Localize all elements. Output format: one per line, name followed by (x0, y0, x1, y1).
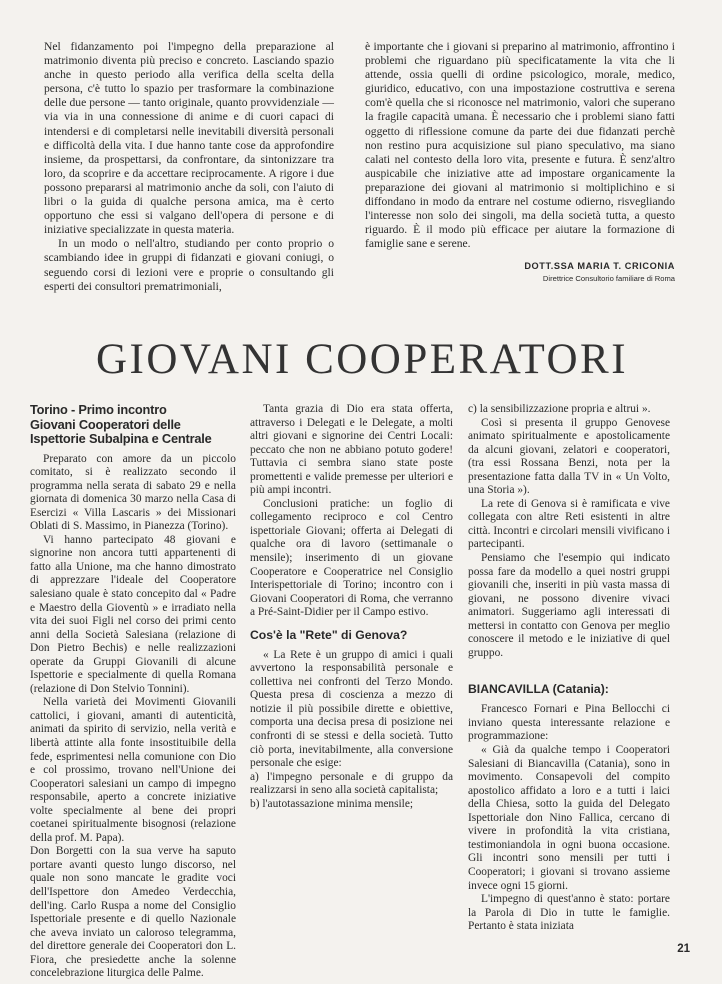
torino-paragraph: Tanta grazia di Dio era stata offerta, attraverso i Delegati e le Delegate, a molti altri giovani e signorine dei Centri Locali: peccato che non ne abbiano potuto godere! Tuttavia ci sembra siano state poste promettenti e valide premesse per ulteriori e più ampi incontri. (250, 403, 453, 497)
section-title: GIOVANI COOPERATORI (95, 336, 629, 383)
rete-paragraph: Pensiamo che l'esempio qui indicato possa fare da modello a quei nostri gruppi giovanili che, inseriti in più vasta massa di giovani, ne possono divenire vivaci animatori. Suggeriamo agli interessati di mettersi in contatto con Genova per meglio conoscere il metodo e le iniziative di quel gruppo. (468, 552, 670, 659)
biancavilla-paragraph: « Già da qualche tempo i Cooperatori Salesiani di Biancavilla (Catania), sono in movimento. Consapevoli del compito apostolico affidato a loro e a tutti i laici della Chiesa, sotto la guida del Delegato Ispettoriale don Nino Fallica, cercano di vivere in profondità la vita cristiana, testimoniandola in ogni buona occasione. Gli incontri sono mensili per tutti i Cooperatori; i giovani si trovano assieme invece ogni 15 giorni. (468, 744, 670, 892)
rete-list-item: a) l'impegno personale e di gruppo da realizzarsi in seno alla società capitalista; (250, 770, 453, 797)
torino-paragraph: Nella varietà dei Movimenti Giovanili cattolici, i giovani, amanti di autenticità, animati da spirito di servizio, nella verità e libertà attinte alla fonte insostituibile della fede, esprimentesi nella comunione con Dio e col prossimo, trovano nell'Unione dei Cooperatori salesiani un campo di impegno responsabile, aperto a concrete iniziative volte specialmente al bene dei propri coetanei spiritualmente bisognosi (relazione della prof. M. Papa). (30, 696, 236, 844)
heading-line: Ispettorie Subalpina e Centrale (30, 431, 212, 446)
heading-line: Giovani Cooperatori delle (30, 416, 181, 432)
torino-paragraph: Don Borgetti con la sua verve ha saputo portare avanti questo lungo discorso, nel quale non sono mancate le gradite voci dell'Ispettore don Amedeo Verdecchia, dell'ing. Carlo Ruspa a nome del Consiglio Ispettoriale presente e di quello Nazionale che aveva inviato un caloroso telegramma, del direttore generale dei Cooperatori don L. Fiora, che presiedette anche la solenne concelebrazione liturgica delle Palme. (30, 845, 236, 980)
spacer (468, 660, 670, 674)
top-paragraph: Nel fidanzamento poi l'impegno della preparazione al matrimonio diventa più preciso e concreto. Lasciando spazio anche in questo periodo alla verifica della scelta della persona, c'è tutto lo spazio per trasformare la combinazione delle due persone — tanto originale, quanto provvidenziale — via via in una connessione di anime e di cuori capaci di intendersi e di completarsi nelle inevitabili diversità personali e difficoltà della vita. I due hanno tante cose da approfondire insieme, da prospettarsi, da confrontare, da sintonizzare tra loro, da scoprire e da accettare reciprocamente. A rigore i due possono prepararsi al matrimonio anche da soli, con l'aiuto di libri o la guida di qualche persona amica, ma è certo opportuno che essi si valgano dell'opera di persone e di iniziative specializzate in questa materia. (44, 40, 334, 237)
signature-name: DOTT.SSA MARIA T. CRICONIA (524, 261, 675, 272)
signature-block (365, 259, 675, 282)
rete-paragraph: Così si presenta il gruppo Genovese animato spiritualmente e apostolicamente da alcuni giovani, zelatori e cooperatori, (tra essi Rossana Benzi, nota per la presentazione fatta dalla TV in « Un Volto, una Storia »). (468, 416, 670, 497)
top-paragraph: è importante che i giovani si preparino al matrimonio, affrontino i problemi che riguardano più specificatamente la vita che li attende, ossia quelli di ordine psicologico, morale, medico, giuridico, educativo, con una impostazione costruttiva e serena com'è quella che si riconosce nel matrimonio, valori che superano la fragile capacità umana. È necessario che i problemi siano fatti oggetto di riflessione comune da parte dei due fidanzati perchè non restino pura acquisizione sul piano speculativo, ma siano calati nel contesto della loro vita, presente e futura. È senz'altro auspicabile che iniziative atte ad impostare organicamente la preparazione dei giovani al matrimonio si moltiplichino e si diffondano in modo da entrare nel costume odierno, risvegliando l'interesse non solo dei singoli, ma della società tutta, a questo riguardo. È il modo più efficace per aiutare la formazione di famiglie sane e serene. (365, 40, 675, 251)
top-paragraph: In un modo o nell'altro, studiando per conto proprio o scambiando idee in gruppi di fidanzati e giovani coniugi, o seguendo corsi di lezioni vere e proprie o consultando gli esperti dei consultori prematrimoniali, (44, 237, 334, 293)
column-2 (250, 403, 453, 811)
rete-list-item: c) la sensibilizzazione propria e altrui ». (468, 403, 651, 415)
top-article-left-column (44, 40, 334, 294)
signature-role: Direttrice Consultorio familiare di Roma (542, 273, 675, 283)
rete-heading: Cos'è la "Rete" di Genova? (250, 627, 408, 642)
heading-line: Torino - Primo incontro (30, 402, 167, 417)
rete-intro: « La Rete è un gruppo di amici i quali avvertono la responsabilità personale e collettiva nei confronti del Terzo Mondo. Questa presa di coscienza a mezzo di notizie il più possibile dirette e obiettive, comporta una decisa presa di posizione nei confronti di se stessi e della società. Tutto ciò porta, inevitabilmente, alla conversione personale che esige: (250, 648, 453, 770)
biancavilla-paragraph: Francesco Fornari e Pina Bellocchi ci inviano questa interessante relazione e programmazione: (468, 703, 670, 743)
column-1 (30, 403, 236, 981)
biancavilla-paragraph: L'impegno di quest'anno è stato: portare la Parola di Dio in tutte le famiglie. Pertanto è stata iniziata (468, 893, 670, 933)
rete-list-item: b) l'autotassazione minima mensile; (250, 797, 414, 810)
rete-paragraph: La rete di Genova si è ramificata e vive collegata con altre Reti esistenti in altre città. Incontri e circolari mensili vivificano i partecipanti. (468, 497, 670, 551)
torino-heading (30, 403, 236, 447)
torino-paragraph: Vi hanno partecipato 48 giovani e signorine non ancora tutti appartenenti di fatto alla Unione, ma che hanno dimostrato di apprezzare l'ideale del Cooperatore salesiano quale è stato concepito dal « Padre e Maestro della Gioventù » e irradiato nella vita dei suoi Figli nel corso dei primi cento anni della Società Salesiana (relazione di Don Pietro Bechis) e nelle realizzazioni operate da Gruppi Giovanili di alcune Ispettorie e specialmente di quella Romana (relazione di Don Stelvio Tonnini). (30, 533, 236, 695)
biancavilla-heading: BIANCAVILLA (Catania): (468, 682, 609, 697)
page-number: 21 (677, 943, 690, 955)
torino-paragraph: Conclusioni pratiche: un foglio di collegamento reciproco e col Centro ispettoriale Giovani; offerta ai Delegati di qualche ora di lavoro (settimanale o mensile); inserimento di un giovane Cooperatore e Cooperatrice nel Consiglio Interispettoriale di Torino; incontro con i Giovani Cooperatori di Roma, che verranno a Pré-Saint-Didier per il Campo estivo. (250, 497, 453, 619)
top-article-right-column (365, 40, 675, 283)
torino-paragraph: Preparato con amore da un piccolo comitato, si è realizzato secondo il programma nella serata di sabato 29 e nella giornata di domenica 30 marzo nella Casa di Esercizi « Villa Lascaris » dei Missionari Oblati di S. Massimo, in Pianezza (Torino). (30, 452, 236, 533)
column-3 (468, 403, 670, 934)
